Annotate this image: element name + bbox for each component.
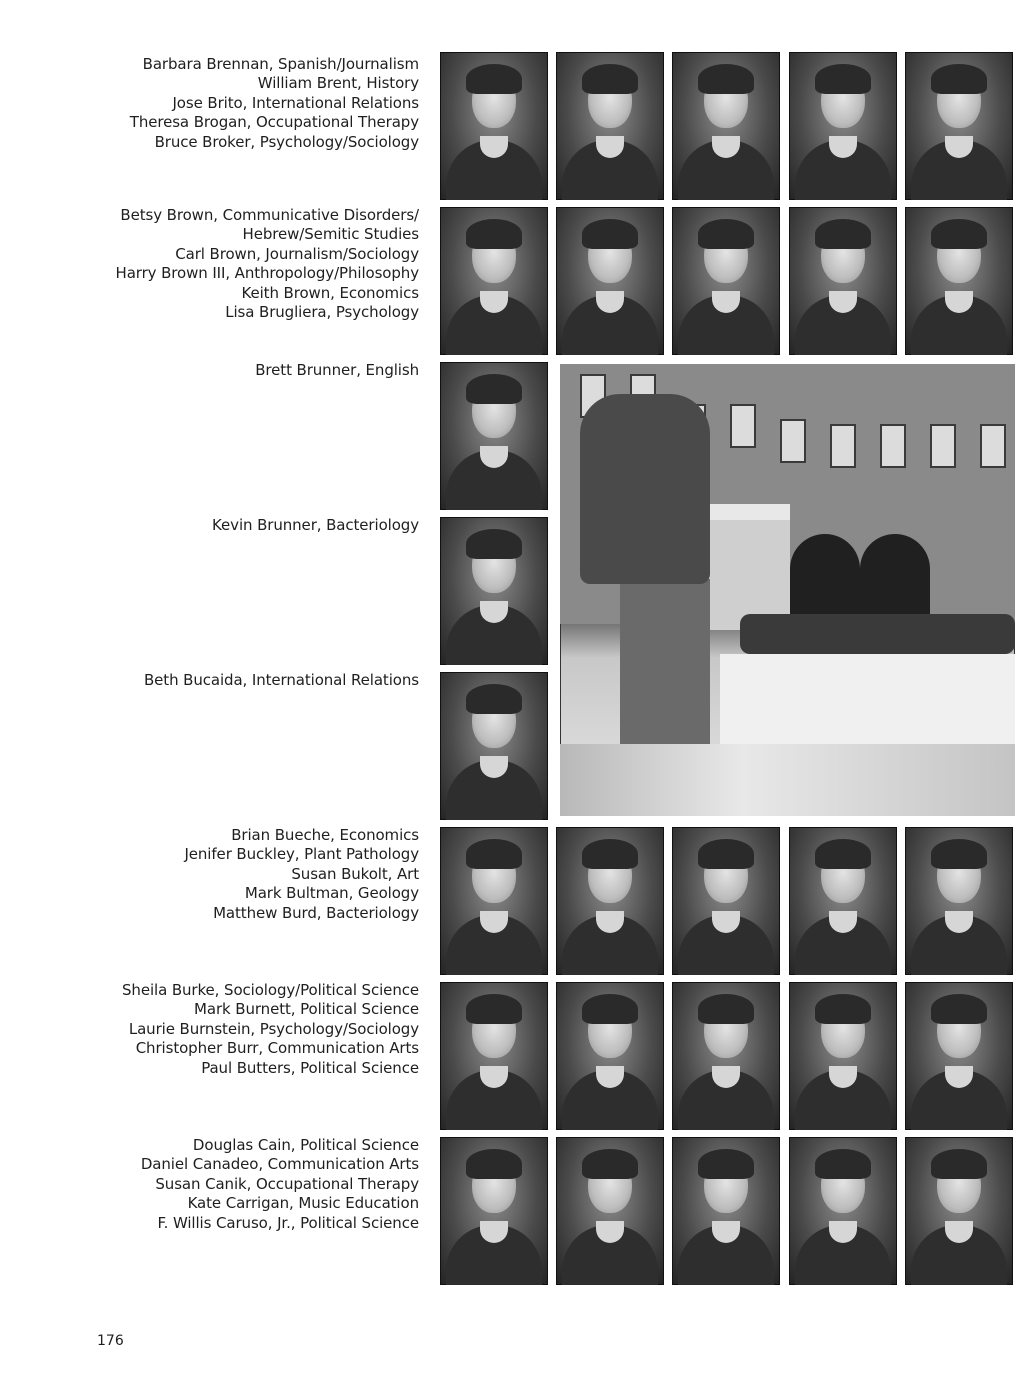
- student-name: Susan Canik, Occupational Therapy: [155, 1174, 419, 1193]
- student-portrait: [440, 1137, 548, 1285]
- names-group-4: [59, 516, 419, 535]
- student-name: Sheila Burke, Sociology/Political Science: [121, 981, 419, 999]
- page-number: 176: [97, 1333, 124, 1349]
- student-portrait: [556, 52, 664, 200]
- student-portrait: [789, 1137, 897, 1285]
- names-group-2: [59, 206, 419, 322]
- student-name: Keith Brown, Economics: [241, 283, 419, 302]
- student-name: Brian Bueche, Economics: [231, 826, 419, 844]
- student-portrait: [440, 52, 548, 200]
- student-name: Lisa Brugliera, Psychology: [225, 303, 419, 322]
- student-name: F. Willis Caruso, Jr., Political Science: [157, 1213, 419, 1232]
- student-name: Susan Bukolt, Art: [291, 864, 419, 883]
- student-portrait: [556, 207, 664, 355]
- student-portrait: [556, 982, 664, 1130]
- student-portrait: [440, 672, 548, 820]
- student-portrait: [672, 207, 780, 355]
- names-group-8: [59, 1136, 419, 1233]
- student-portrait: [789, 827, 897, 975]
- student-name: Betsy Brown, Communicative Disorders/: [120, 206, 419, 224]
- student-portrait: [672, 1137, 780, 1285]
- student-portrait: [789, 982, 897, 1130]
- student-name: Jose Brito, International Relations: [172, 93, 419, 112]
- student-portrait: [440, 207, 548, 355]
- student-name: Matthew Burd, Bacteriology: [213, 903, 419, 922]
- student-portrait: [905, 827, 1013, 975]
- student-name: Douglas Cain, Political Science: [192, 1136, 419, 1154]
- student-portrait: [440, 517, 548, 665]
- student-name: Christopher Burr, Communication Arts: [135, 1039, 419, 1058]
- student-name: Brett Brunner, English: [255, 361, 419, 379]
- student-portrait: [672, 982, 780, 1130]
- student-portrait: [789, 207, 897, 355]
- names-group-1: [59, 55, 419, 152]
- student-portrait: [672, 52, 780, 200]
- student-portrait: [789, 52, 897, 200]
- student-name: Harry Brown III, Anthropology/Philosophy: [115, 264, 419, 283]
- student-portrait: [440, 827, 548, 975]
- student-portrait: [440, 362, 548, 510]
- student-portrait: [556, 827, 664, 975]
- student-name: Mark Burnett, Political Science: [194, 1000, 419, 1019]
- student-portrait: [672, 827, 780, 975]
- student-portrait: [905, 207, 1013, 355]
- names-group-7: [59, 981, 419, 1078]
- student-name: Kate Carrigan, Music Education: [187, 1194, 419, 1213]
- student-name: Kevin Brunner, Bacteriology: [212, 516, 419, 534]
- names-group-5: [59, 671, 419, 690]
- student-portrait: [905, 982, 1013, 1130]
- student-name: Hebrew/Semitic Studies: [242, 225, 419, 244]
- student-name: Jenifer Buckley, Plant Pathology: [184, 845, 419, 864]
- student-name: Mark Bultman, Geology: [244, 884, 419, 903]
- student-portrait: [440, 982, 548, 1130]
- campus-photo: [560, 364, 1015, 816]
- student-name: Laurie Burnstein, Psychology/Sociology: [128, 1019, 419, 1038]
- student-name: Beth Bucaida, International Relations: [143, 671, 419, 689]
- student-name: Theresa Brogan, Occupational Therapy: [129, 113, 419, 132]
- student-name: Bruce Broker, Psychology/Sociology: [154, 132, 419, 151]
- student-portrait: [556, 1137, 664, 1285]
- student-name: Paul Butters, Political Science: [201, 1058, 419, 1077]
- student-name: Carl Brown, Journalism/Sociology: [175, 244, 419, 263]
- student-name: Daniel Canadeo, Communication Arts: [140, 1155, 419, 1174]
- student-portrait: [905, 52, 1013, 200]
- student-name: Barbara Brennan, Spanish/Journalism: [142, 55, 419, 73]
- student-portrait: [905, 1137, 1013, 1285]
- student-name: William Brent, History: [257, 74, 419, 93]
- names-group-3: [59, 361, 419, 380]
- names-group-6: [59, 826, 419, 923]
